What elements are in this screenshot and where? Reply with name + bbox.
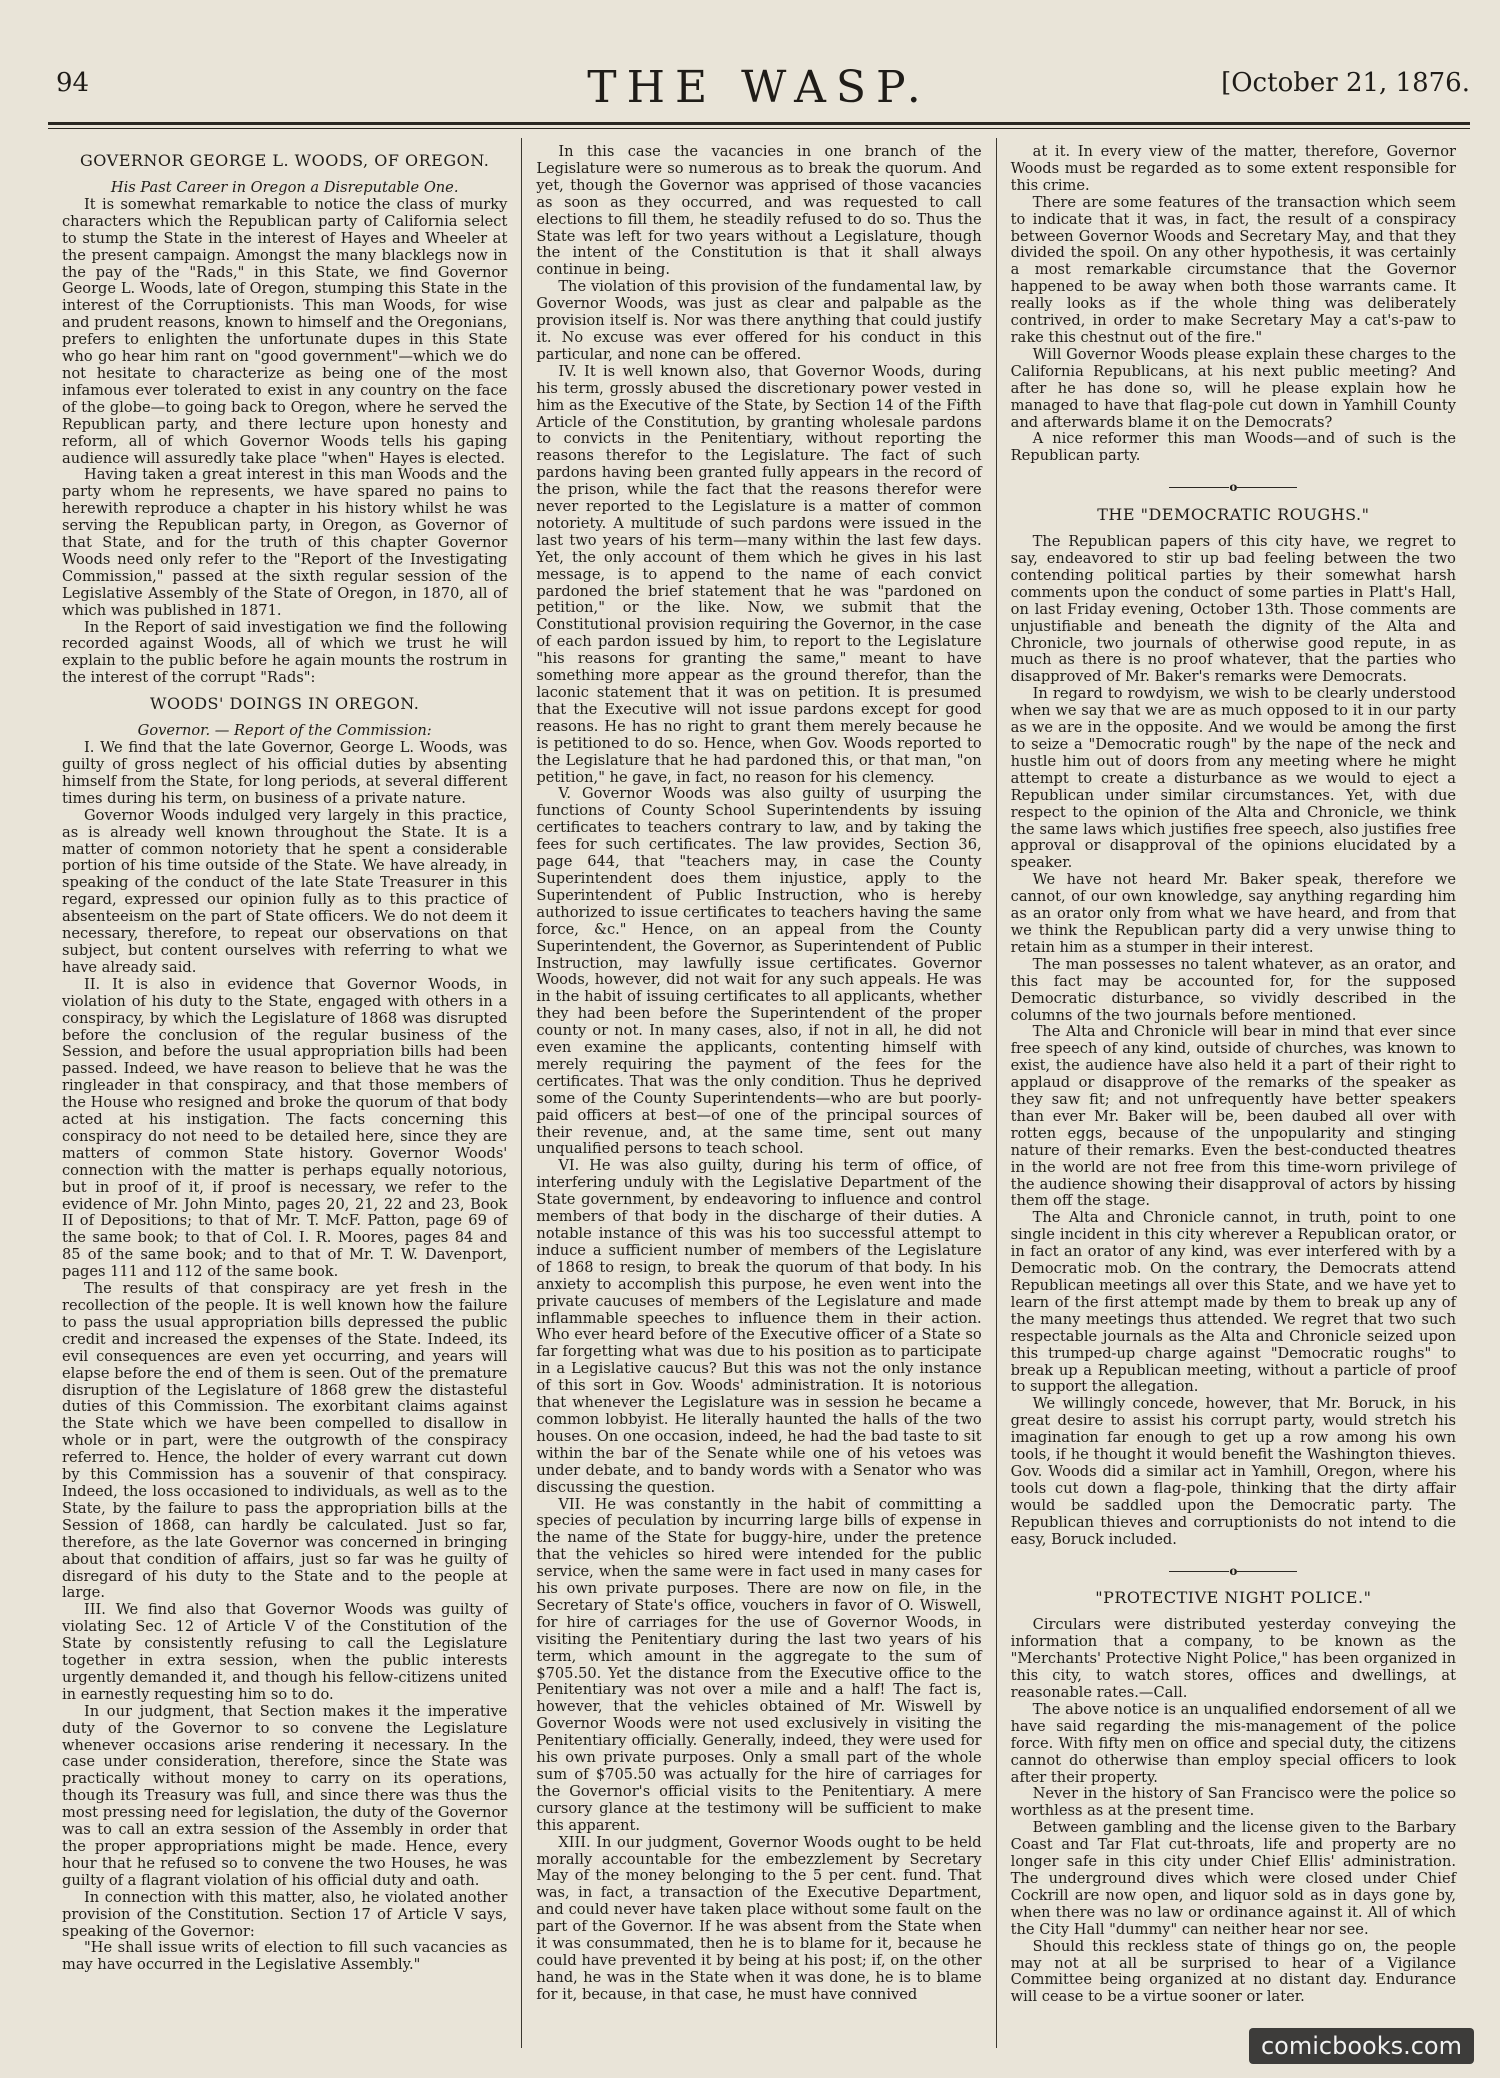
paragraph: Never in the history of San Francisco were the police so worthless as at the present time. [1010, 1785, 1456, 1820]
article-headline: THE "DEMOCRATIC ROUGHS." [1097, 505, 1370, 525]
paragraph: The Alta and Chronicle will bear in mind that ever since free speech of any kind, outside of churches, was known to exist, the audience have also held it a part of their right to applaud or disapprove of the remarks of the speaker as they saw fit; and not unfrequently have better speakers than ever Mr. Baker will be, been daubed all over with rotten eggs, because of the unpopularity and stinging nature of their remarks. Even the best-conducted theatres in the world are not free from this time-worn privilege of the audience showing their disapproval of actors by hissing them off the stage. [1010, 1023, 1456, 1210]
paragraph: It is somewhat remarkable to notice the class of murky characters which the Republican party of California select to stump the State in the interest of Hayes and Wheeler at the present campaign. Amongst the many blacklegs now in the pay of the "Rads," in this State, we find Governor George L. Woods, late of Oregon, stumping this State in the interest of the Corruptionists. This man Woods, for wise and prudent reasons, known to himself and the Oregonians, prefers to enlighten the unfortunate dupes in this State who go hear him rant on "good government"—which we do not hesitate to characterize as being one of the most infamous ever tolerated to exist in any country on the face of the globe—to going back to Oregon, where he served the Republican party, and there lecture upon honesty and reform, all of which Governor Woods tells his gaping audience will assuredly take place "when" Hayes is elected. [62, 195, 508, 467]
paragraph: A nice reformer this man Woods—and of such is the Republican party. [1010, 430, 1456, 465]
section-separator: o [1011, 1563, 1456, 1580]
masthead-rule-thin [48, 128, 1470, 129]
paragraph: The results of that conspiracy are yet fresh in the recollection of the people. It is well known how the failure to pass the usual appropriation bills depressed the public credit and increased the expenses of the State. Indeed, its evil consequences are even yet occurring, and years will elapse before the end of them is seen. Out of the premature disruption of the Legislature of 1868 grew the distasteful duties of this Commission. The exorbitant claims against the State which we have been compelled to disallow in whole or in part, were the outgrowth of the conspiracy referred to. Hence, the holder of every warrant cut down by this Commission has a souvenir of that conspiracy. Indeed, the loss occasioned to individuals, as well as to the State, by the failure to pass the appropriation bills at the Session of 1868, can hardly be calculated. Just so far, therefore, as the late Governor was concerned in bringing about that condition of affairs, just so far was he guilty of disregard of his duty to the State and to the people at large. [62, 1280, 508, 1602]
paragraph: In connection with this matter, also, he violated another provision of the Constitution. Section 17 of Article V says, speaking of the Governor: [62, 1888, 508, 1940]
paragraph: Circulars were distributed yesterday conveying the information that a company, to be known as the "Merchants' Protective Night Police," has been organized in this city, to watch stores, offices and dwellings, at reasonable rates.—Call. [1010, 1616, 1456, 1702]
paragraph: We willingly concede, however, that Mr. Boruck, in his great desire to assist his corrupt party, would stretch his imagination far enough to get up a row among his own tools, if he thought it would benefit the Washington thieves. Gov. Woods did a similar act in Yamhill, Oregon, where his tools cut down a flag-pole, thinking that the dirty affair would be saddled upon the Democratic party. The Republican thieves and corruptionists do not intend to die easy, Boruck included. [1010, 1395, 1456, 1548]
paragraph: Should this reckless state of things go on, the people may not at all be surprised to hear of a Vigilance Committee being organized at no distant day. Endurance will cease to be a virtue sooner or later. [1010, 1937, 1456, 2006]
paragraph: Having taken a great interest in this man Woods and the party whom he represents, we have spared no pains to herewith reproduce a chapter in his history whilst he was serving the Republican party, in Oregon, as Governor of that State, and for the truth of this chapter Governor Woods need only refer to the "Report of the Investigating Commission," passed at the sixth regular session of the Legislative Assembly of the State of Oregon, in 1870, all of which was published in 1871. [62, 466, 508, 619]
paragraph: "He shall issue writs of election to fill such vacancies as may have occurred in the Legislative Assembly." [62, 1939, 508, 1974]
section-subhead: Governor. — Report of the Commission: [137, 722, 432, 740]
paragraph: In our judgment, that Section makes it the imperative duty of the Governor to so convene the Legislature whenever occasions arise rendering it necessary. In the case under consideration, therefore, since the State was practically without money to carry on its operations, though its Treasury was full, and since there was thus the most pressing need for legislation, the duty of the Governor was to call an extra session of the Assembly in order that the proper appropriations might be made. Hence, every hour that he refused so to convene the two Houses, he was guilty of a flagrant violation of his official duty and oath. [62, 1702, 508, 1889]
paragraph: VI. He was also guilty, during his term of office, of interfering unduly with the Legislative Department of the State government, by endeavoring to influence and control members of that body in the discharge of their duties. A notable instance of this was his too successful attempt to induce a sufficient number of members of the Legislature of 1868 to resign, to break the quorum of that body. In his anxiety to accomplish this purpose, he even went into the private caucuses of members of the Legislature and made inflammable speeches to influence them in their action. Who ever heard before of the Executive officer of a State so far forgetting what was due to his position as to participate in a Legislative caucus? But this was not the only instance of this sort in Gov. Woods' administration. It is notorious that whenever the Legislature was in session he became a common lobbyist. He literally haunted the halls of the two houses. On one occasion, indeed, he had the bad taste to sit within the bar of the Senate while one of his vetoes was under debate, and to bandy words with a Senator who was discussing the question. [536, 1157, 982, 1496]
paragraph: VII. He was constantly in the habit of committing a species of peculation by incurring large bills of expense in the name of the State for buggy-hire, under the pretence that the vehicles so hired were intended for the public service, when the same were in fact used in many cases for his own private purposes. There are now on file, in the Secretary of State's office, vouchers in favor of O. Wiswell, for hire of carriages for the use of Governor Woods, in visiting the Penitentiary during the last two years of his term, which amount in the aggregate to the sum of $705.50. Yet the distance from the Executive office to the Penitentiary was not over a mile and a half! The fact is, however, that the vehicles obtained of Mr. Wiswell by Governor Woods were not used exclusively in visiting the Penitentiary officially. Generally, indeed, they were used for his own private purposes. Only a small part of the whole sum of $705.50 was actually for the hire of carriages for the Governor's official visits to the Penitentiary. A mere cursory glance at the testimony will be sufficient to make this apparent. [536, 1495, 982, 1834]
paragraph: V. Governor Woods was also guilty of usurping the functions of County School Superintendents by issuing certificates to teachers contrary to law, and by taking the fees for such certificates. The law provides, Section 36, page 644, that "teachers may, in case the County Superintendent does them injustice, apply to the Superintendent of Public Instruction, who is hereby authorized to issue certificates to teachers having the same force, &c." Hence, on an appeal from the County Superintendent, the Governor, as Superintendent of Public Instruction, may lawfully issue certificates. Governor Woods, however, did not wait for any such appeals. He was in the habit of issuing certificates to all applicants, whether they had been before the Superintendent of the proper county or not. In many cases, also, if not in all, he did not even examine the applicants, contenting himself with merely requiring the payment of the fees for the certificates. That was the only condition. Thus he deprived some of the County Superintendents—who are but poorly-paid officers at best—of one of the principal sources of their revenue, and, at the same time, sent out many unqualified persons to teach school. [536, 785, 982, 1158]
section-separator: o [1011, 479, 1456, 496]
paragraph: III. We find also that Governor Woods was guilty of violating Sec. 12 of Article V of the Constitution of the State by consistently refusing to call the Legislature together in extra session, when the public interests urgently demanded it, and though his fellow-citizens united in earnestly requesting him so to do. [62, 1601, 508, 1703]
paragraph: The violation of this provision of the fundamental law, by Governor Woods, was just as clear and palpable as the provision itself is. Nor was there anything that could justify it. No excuse was ever offered for his conduct in this particular, and none can be offered. [536, 278, 982, 363]
newspaper-title: THE WASP. [587, 62, 931, 113]
masthead [48, 62, 1470, 122]
paragraph: The Alta and Chronicle cannot, in truth, point to one single incident in this city wherever a Republican orator, or in fact an orator of any kind, was ever interfered with by a Democratic mob. On the contrary, the Democrats attend Republican meetings all over this State, and we have yet to learn of the first attempt made by them to break up any of the many meetings thus attended. We regret that two such respectable journals as the Alta and Chronicle seized upon this trumped-up charge against "Democratic roughs" to break up a Republican meeting, without a particle of proof to support the allegation. [1010, 1209, 1456, 1396]
paragraph: IV. It is well known also, that Governor Woods, during his term, grossly abused the discretionary power vested in him as the Executive of the State, by Section 14 of the Fifth Article of the Constitution, by granting wholesale pardons to convicts in the Penitentiary, without reporting the reasons therefor to the Legislature. The fact of such pardons having been granted fully appears in the record of the prison, while the fact that the reasons therefor were never reported to the Legislature is a matter of common notoriety. A multitude of such pardons were issued in the last two years of his term—many within the last few days. Yet, the only account of them which he gives in his last message, is to append to the name of each convict pardoned the brief statement that he was "pardoned on petition," or the like. Now, we submit that the Constitutional provision requiring the Governor, in the case of each pardon issued by him, to report to the Legislature "his reasons for granting the same," meant to have something more appear as the ground therefor, than the laconic statement that it was on petition. It is presumed that the Executive will not issue pardons except for good reasons. He has no right to grant them merely because he is petitioned to do so. Hence, when Gov. Woods reported to the Legislature that he had pardoned this, or that man, "on petition," he gave, in fact, no reason for his clemency. [536, 362, 982, 786]
paragraph: In the Report of said investigation we find the following recorded against Woods, all of which we trust he will explain to the public before he again mounts the rostrum in the interest of the corrupt "Rads": [62, 618, 508, 687]
article-headline: "PROTECTIVE NIGHT POLICE." [1095, 1588, 1372, 1608]
paragraph: II. It is also in evidence that Governor Woods, in violation of his duty to the State, engaged with others in a conspiracy, by which the Legislature of 1868 was disrupted before the conclusion of the regular business of the Session, and before the usual appropriation bills had been passed. Indeed, we have reason to believe that he was the ringleader in that conspiracy, and that those members of the House who resigned and broke the quorum of that body acted at his instigation. The facts concerning this conspiracy do not need to be detailed here, since they are matters of common State history. Governor Woods' connection with the matter is perhaps equally notorious, but in proof of it, if proof is necessary, we refer to the evidence of Mr. John Minto, pages 20, 21, 22 and 23, Book II of Depositions; to that of Mr. T. McF. Patton, page 69 of the same book; to that of Col. I. R. Moores, pages 84 and 85 of the same book; and to that of Mr. T. W. Davenport, pages 111 and 112 of the same book. [62, 975, 508, 1281]
paragraph: at it. In every view of the matter, therefore, Governor Woods must be regarded as to some extent responsible for this crime. [1010, 143, 1456, 194]
issue-date: [October 21, 1876. [1221, 68, 1470, 98]
paragraph: In regard to rowdyism, we wish to be clearly understood when we say that we are as much opposed to it in our party as we are in the opposite. And we would be among the first to seize a "Democratic rough" by the nape of the neck and hustle him out of doors from any meeting where he might attempt to create a disturbance as we would to eject a Republican under similar circumstances. Yet, with due respect to the opinion of the Alta and Chronicle, we think the same laws which justifies free speech, also justifies free approval or disapproval of the opinions elucidated by a speaker. [1010, 685, 1456, 872]
paragraph: Between gambling and the license given to the Barbary Coast and Tar Flat cut-throats, life and property are no longer safe in this city under Chief Ellis' administration. The underground dives which were closed under Chief Cockrill are now open, and liquor sold as in days gone by, when there was no law or ordinance against it. All of which the City Hall "dummy" can neither hear nor see. [1010, 1819, 1456, 1938]
article-headline: GOVERNOR GEORGE L. WOODS, OF OREGON. [80, 151, 490, 170]
paragraph: XIII. In our judgment, Governor Woods ought to be held morally accountable for the embezzlement by Secretary May of the money belonging to the 5 per cent. fund. That was, in fact, a transaction of the Executive Department, and could never have taken place without some fault on the part of the Governor. If he was absent from the State when it was consummated, then he is to blame for it, because he could have prevented it by being at his post; if, on the other hand, he was in the State when it was done, he is to blame for it, because, in that case, he must have connived [536, 1833, 982, 2003]
watermark: comicbooks.com [1249, 2028, 1474, 2064]
paragraph: I. We find that the late Governor, George L. Woods, was guilty of gross neglect of his official duties by absenting himself from the State, for long periods, at several different times during his term, on business of a private nature. [62, 739, 508, 807]
page-number: 94 [56, 68, 90, 98]
article-columns [48, 138, 1470, 2048]
article-subhead: His Past Career in Oregon a Disreputable One. [110, 179, 459, 196]
paragraph: Governor Woods indulged very largely in this practice, as is already well known throughout the State. It is a matter of common notoriety that he spent a considerable portion of his time outside of the State. We have already, in speaking of the conduct of the late State Treasurer in this regard, expressed our opinion fully as to this practice of absenteeism on the part of State officers. We do not deem it necessary, therefore, to repeat our observations on that subject, but content ourselves with referring to what we have already said. [62, 806, 508, 976]
section-headline: WOODS' DOINGS IN OREGON. [150, 694, 420, 714]
column-2 [521, 138, 995, 2048]
paragraph: The above notice is an unqualified endorsement of all we have said regarding the mis-management of the police force. With fifty men on office and special duty, the citizens cannot do otherwise than employ special officers to look after their property. [1010, 1700, 1456, 1786]
column-1 [48, 138, 521, 2048]
paragraph: The man possesses no talent whatever, as an orator, and this fact may be accounted for, for the supposed Democratic disturbance, so vividly described in the columns of the two journals before mentioned. [1010, 955, 1456, 1024]
paragraph: In this case the vacancies in one branch of the Legislature were so numerous as to break the quorum. And yet, though the Governor was apprised of those vacancies as soon as they occurred, and was requested to call elections to fill them, he steadily refused to do so. Thus the State was left for two years without a Legislature, though the intent of the Constitution is that it shall always continue in being. [536, 143, 982, 279]
column-3 [996, 138, 1470, 2048]
paragraph: The Republican papers of this city have, we regret to say, endeavored to stir up bad feeling between the two contending political parties by their somewhat harsh comments upon the conduct of some parties in Platt's Hall, on last Friday evening, October 13th. Those comments are unjustifiable and beneath the dignity of the Alta and Chronicle, two journals of otherwise good repute, in as much as there is no proof whatever, that the parties who disapproved of Mr. Baker's remarks were Democrats. [1010, 533, 1456, 686]
paragraph: There are some features of the transaction which seem to indicate that it was, in fact, the result of a conspiracy between Governor Woods and Secretary May, and that they divided the spoil. On any other hypothesis, it was certainly a most remarkable circumstance that the Governor happened to be away when both those warrants came. It really looks as if the whole thing was deliberately contrived, in order to make Secretary May a cat's-paw to rake this chestnut out of the fire." [1010, 193, 1456, 346]
paragraph: Will Governor Woods please explain these charges to the California Republicans, at his next public meeting? And after he has done so, will he please explain how he managed to have that flag-pole cut down in Yamhill County and afterwards blame it on the Democrats? [1010, 345, 1456, 431]
paragraph: We have not heard Mr. Baker speak, therefore we cannot, of our own knowledge, say anything regarding him as an orator only from what we have heard, and from that we think the Republican party did a very unwise thing to retain him as a stumper in their interest. [1010, 871, 1456, 956]
masthead-rule [48, 122, 1470, 125]
